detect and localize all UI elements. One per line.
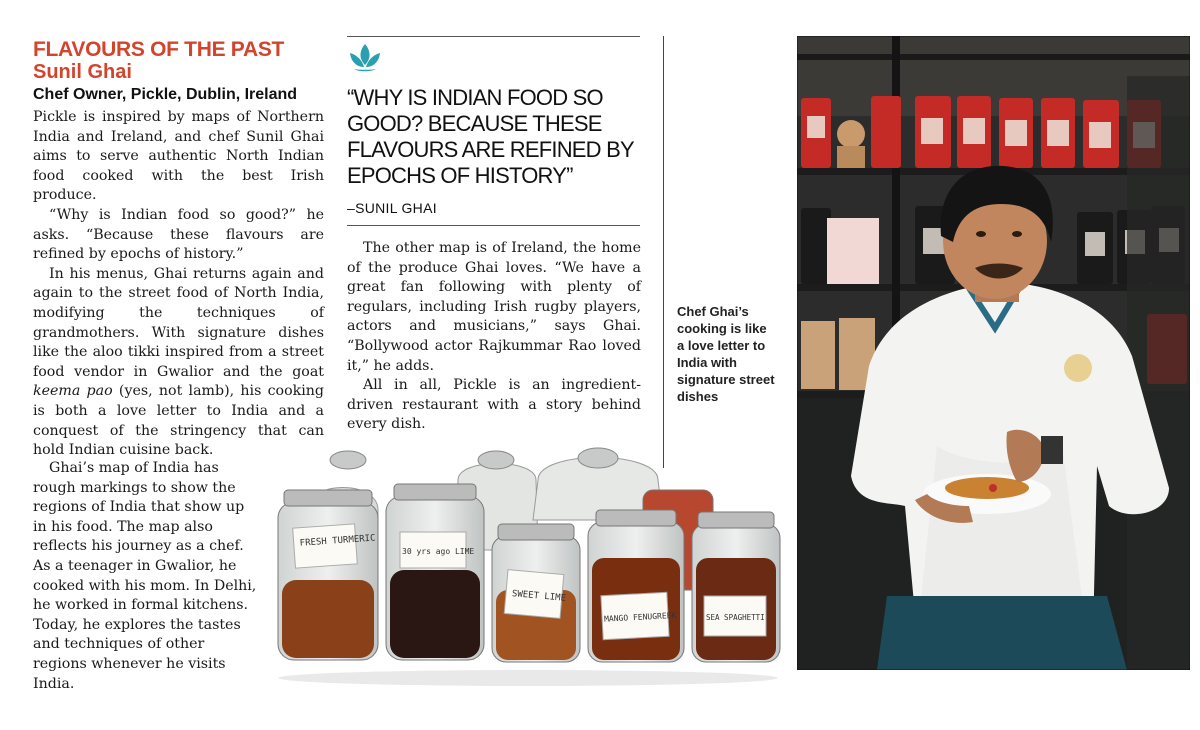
paragraph-text: In his menus, Ghai returns again and again to the street food of North India, modifying the techniques of grandmothers. With signature dishes like the aloo tikki inspired from a street food vendor in Gwalior and the goat — [33, 265, 324, 380]
paragraph: Ghai’s map of India has rough markings to show the regions of India that show up in his food. The map also reflects his journey as a chef. As a teenager in Gwalior, he cooked with his mom. In Delhi, he worked in formal kitchens. Today, he explores the tastes and techniques of other regions whenever he visits India. — [33, 460, 257, 692]
paragraph-text: (yes, not lamb), his cooking is both a love letter to India and a conquest of the stringency that can hold Indian cuisine back. — [33, 383, 324, 459]
dish-name: keema pao — [33, 383, 113, 400]
chef-photo — [797, 36, 1190, 670]
column-divider — [663, 36, 664, 468]
author-name: Sunil Ghai — [33, 61, 132, 83]
paragraph: All in all, Pickle is an ingredient-driven restaurant with a story behind every dish. — [347, 377, 641, 433]
column-1-continued — [33, 459, 262, 694]
paragraph: “Why is Indian food so good?” he asks. “Because these flavours are refined by epochs of history.” — [33, 206, 324, 263]
section-title: FLAVOURS OF THE PAST — [33, 38, 285, 61]
pull-quote: “WHY IS INDIAN FOOD SO GOOD? BECAUSE THESE FLAVOURS ARE REFINED BY EPOCHS OF HISTORY” — [347, 85, 634, 188]
lotus-icon — [347, 42, 383, 74]
author-role: Chef Owner, Pickle, Dublin, Ireland — [33, 86, 298, 103]
paragraph — [33, 265, 324, 461]
jar-label: SWEET LIME — [511, 589, 567, 604]
jar-label: 30 yrs ago LIME — [402, 547, 475, 556]
column-1 — [33, 108, 324, 461]
paragraph: The other map is of Ireland, the home of the produce Ghai loves. “We have a great fan following with plenty of regulars, including Irish rugby players, actors and musicians,” says Ghai. “Bollywood actor Rajkummar Rao loved it,” he adds. — [347, 240, 641, 374]
column-2 — [347, 239, 641, 435]
pickle-jars-image — [268, 440, 788, 705]
divider — [347, 36, 640, 37]
jar-label: MANGO FENUGREEK — [603, 610, 677, 624]
divider — [347, 225, 640, 226]
photo-caption: Chef Ghai’s cooking is like a love letter to India with signature street dishes — [677, 304, 775, 404]
pull-quote-attribution: –SUNIL GHAI — [347, 200, 437, 216]
jar-label: SEA SPAGHETTI — [706, 613, 765, 622]
paragraph: Pickle is inspired by maps of Northern India and Ireland, and chef Sunil Ghai aims to serve authentic North Indian food cooked with the best Irish produce. — [33, 109, 324, 204]
jar-label: FRESH TURMERIC — [299, 533, 376, 549]
